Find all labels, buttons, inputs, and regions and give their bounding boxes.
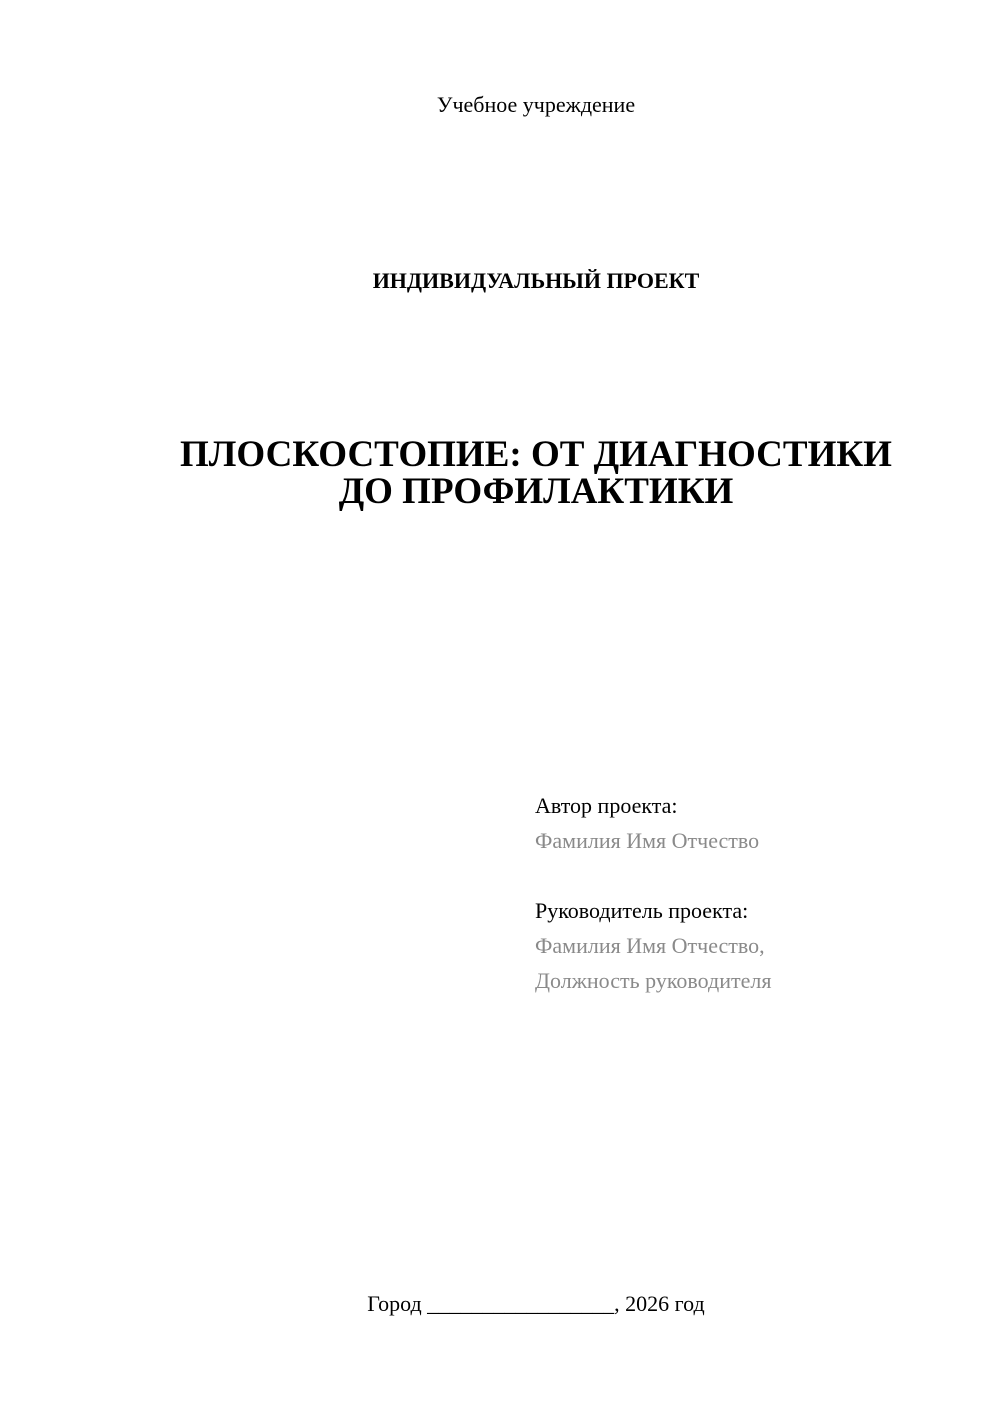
city-year-line: Город _________________, 2026 год — [367, 1291, 705, 1316]
institution-name: Учебное учреждение — [436, 92, 636, 117]
document-type-heading: ИНДИВИДУАЛЬНЫЙ ПРОЕКТ — [372, 268, 700, 293]
supervisor-label: Руководитель проекта: — [535, 898, 749, 923]
project-title — [0, 436, 1000, 510]
author-label: Автор проекта: — [535, 793, 678, 818]
project-title-line-1: ПЛОСКОСТОПИЕ: ОТ ДИАГНОСТИКИ — [180, 434, 892, 475]
project-title-line-2: ДО ПРОФИЛАКТИКИ — [338, 471, 734, 512]
author-name: Фамилия Имя Отчество — [535, 828, 760, 853]
credits-spacer — [535, 858, 771, 893]
credits-block — [535, 788, 771, 998]
supervisor-position: Должность руководителя — [535, 968, 772, 993]
supervisor-name: Фамилия Имя Отчество, — [535, 933, 765, 958]
